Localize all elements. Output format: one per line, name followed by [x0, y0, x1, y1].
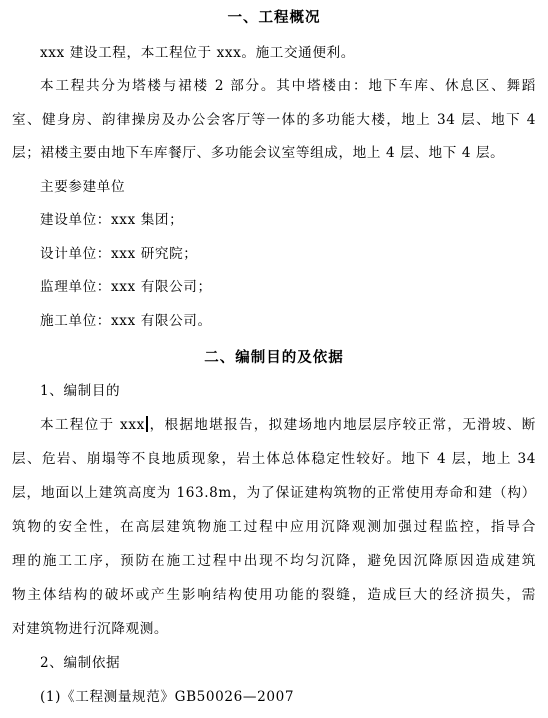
section2-heading: 二、编制目的及依据	[204, 350, 344, 366]
unit-contractor: 施工单位：xxx 有限公司。	[40, 313, 212, 329]
project-desc-line2: 室、健身房、韵律操房及办公会客厅等一体的多功能大楼，地上 34 层、地下 4	[12, 112, 536, 128]
section1-heading: 一、工程概况	[227, 10, 321, 26]
unit-design: 设计单位：xxx 研究院；	[40, 246, 198, 262]
project-desc-line1: 本工程共分为塔楼与裙楼 2 部分。其中塔楼由：地下车库、休息区、舞蹈	[40, 78, 536, 94]
purpose-line6: 物主体结构的破坏或产生影响结构使用功能的裂缝，造成巨大的经济损失，需	[12, 587, 536, 603]
units-title: 主要参建单位	[40, 179, 126, 195]
purpose-subtitle: 1、编制目的	[40, 383, 121, 399]
purpose-line7: 对建筑物进行沉降观测。	[12, 621, 169, 637]
purpose-line4: 筑物的安全性，在高层建筑物施工过程中应用沉降观测加强过程监控，指导合	[12, 519, 536, 535]
purpose-line3: 层，地面以上建筑高度为 163.8m，为了保证建构筑物的正常使用寿命和建（构）	[12, 485, 536, 501]
purpose-line1[interactable]	[40, 415, 536, 435]
purpose-line5: 理的施工工序，预防在施工过程中出现不均匀沉降，避免因沉降原因造成建筑	[12, 553, 536, 569]
basis-subtitle: 2、编制依据	[40, 655, 121, 671]
purpose-line1-end: ，根据地堪报告，拟建场地内地层层序较正常，无滑坡、断	[148, 417, 536, 433]
text-cursor	[146, 416, 148, 432]
unit-supervision: 监理单位：xxx 有限公司；	[40, 279, 212, 295]
project-intro: xxx 建设工程，本工程位于 xxx。施工交通便利。	[40, 45, 355, 61]
purpose-line1-start: 本工程位于 xxx	[40, 417, 145, 433]
project-desc-line3: 层；裙楼主要由地下车库餐厅、多功能会议室等组成，地上 4 层、地下 4 层。	[12, 145, 505, 161]
basis-item-1: (1)《工程测量规范》GB50026—2007	[40, 689, 295, 705]
unit-construction: 建设单位：xxx 集团；	[40, 212, 184, 228]
purpose-line2: 层、危岩、崩塌等不良地质现象，岩土体总体稳定性较好。地下 4 层，地上 34	[12, 451, 536, 467]
